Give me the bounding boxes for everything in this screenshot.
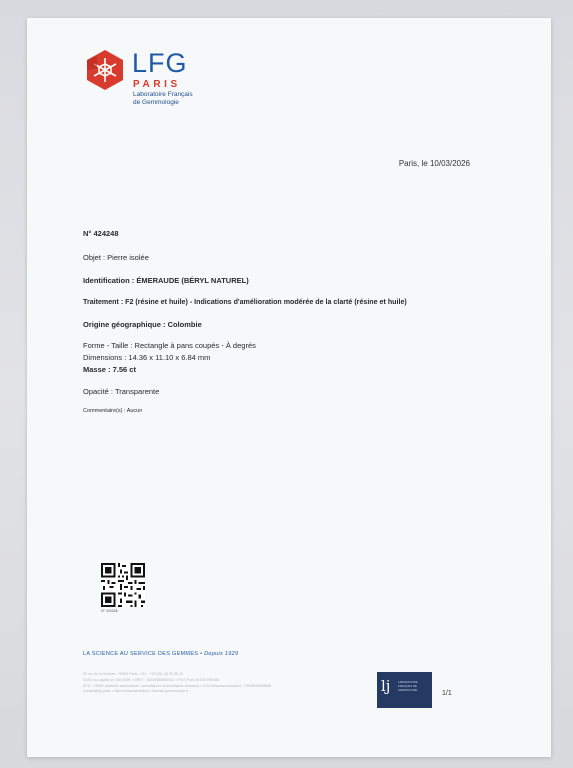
badge-mark: lj [381,677,391,695]
opacity-field: Opacité : Transparente [83,387,160,396]
lfg-logo [83,48,223,118]
footer-line: APE : 7490B (activités spécialisées, scientifiques et techniques diverses) • TVA intracommunautaire : FR08826598688 [83,683,272,688]
dimensions-field: Dimensions : 14.36 x 11.10 x 6.84 mm [83,353,211,362]
logo-paris-text: PARIS [133,79,181,90]
badge-text: LABORATOIRE FRANÇAIS DE GEMMOLOGIE [398,680,418,692]
accreditation-badge [377,672,432,708]
footer-line: SASU au capital de 100 000€ • SIRET : 82659868800012 • RCS Paris B 826 598 688 [83,677,220,682]
logo-subtitle-line-2: de Gemmologie [133,99,179,106]
logo-subtitle-line-1: Laboratoire Français [133,91,193,98]
mass-field: Masse : 7.56 ct [83,365,136,374]
object-field: Objet : Pierre isolée [83,253,149,262]
page-number: 1/1 [442,690,452,697]
report-number: N° 424248 [83,229,119,238]
tagline-text: LA SCIENCE AU SERVICE DES GEMMES [83,651,199,657]
origin-field: Origine géographique : Colombie [83,320,202,329]
issue-date: Paris, le 10/03/2026 [398,159,470,168]
tagline-since: • Depuis 1929 [200,651,239,657]
shape-field: Forme - Taille : Rectangle à pans coupés - À degrés [83,341,256,350]
identification-field: Identification : ÉMERAUDE (BÉRYL NATUREL) [83,276,249,285]
qr-code-icon [101,563,145,607]
hexagon-logo-icon [83,48,127,92]
footer-address [83,672,283,695]
footer-line: contact@lfg.paris • https://www.laboratoire-francais-gemmologie.fr [83,689,189,694]
footer-line: 30 rue de la Victoire • 75009 Paris • Tél. : +33 (0)1 40 34 35 45 [83,672,183,676]
qr-caption: N° 424248 [101,609,118,613]
logo-subtitle [133,91,223,107]
tagline [83,651,238,657]
comments-field: Commentaire(s) : Aucun [83,408,143,414]
treatment-field: Traitement : F2 (résine et huile) - Indications d'amélioration modérée de la clarté (résine et huile) [83,298,407,306]
logo-lfg-text: LFG [132,48,188,78]
